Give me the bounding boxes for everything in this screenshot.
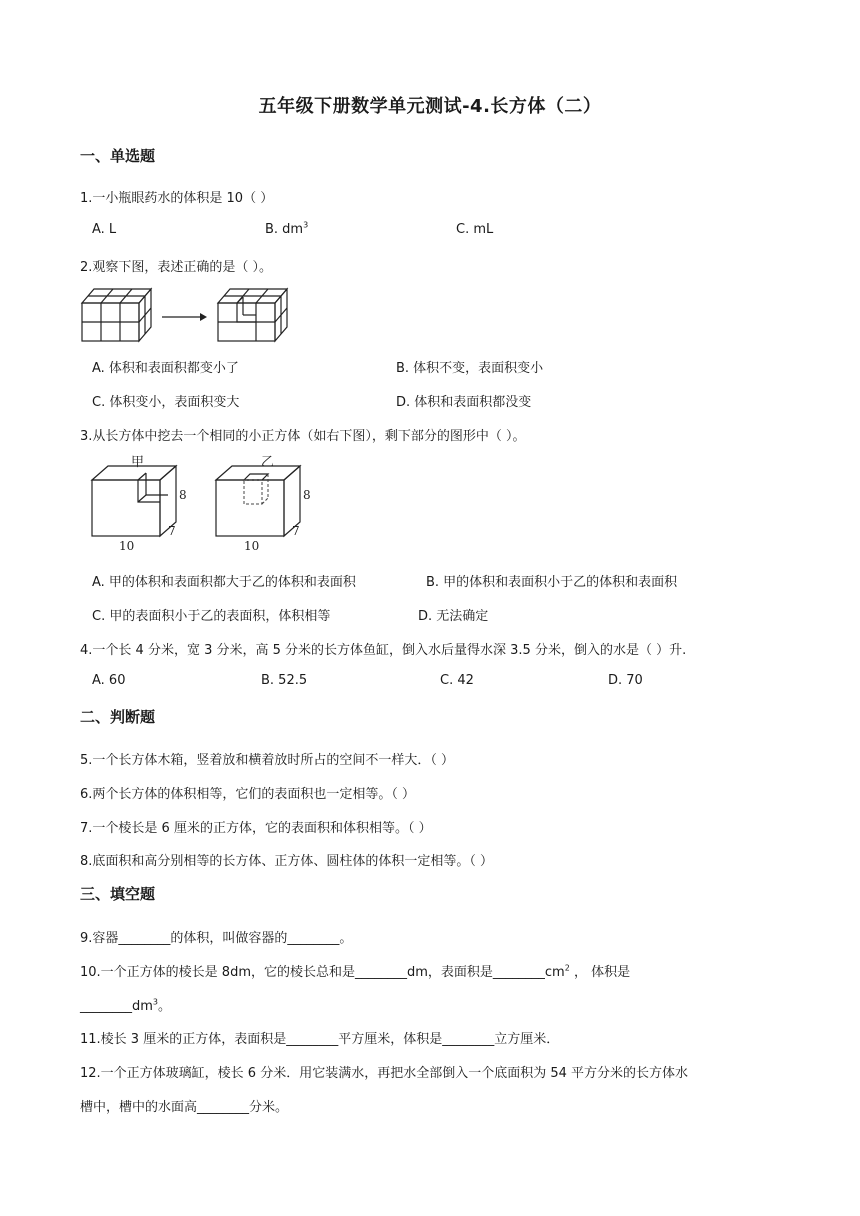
figure-yi-length-label: 10	[244, 539, 260, 553]
question-4-option-c: C. 42	[440, 673, 474, 688]
cube-before-drawing	[82, 289, 151, 341]
box-jia-drawing	[92, 466, 176, 536]
question-3-option-a: A. 甲的体积和表面积都大于乙的体积和表面积	[92, 575, 356, 590]
question-3-option-c: C. 甲的表面积小于乙的表面积，体积相等	[92, 609, 331, 624]
question-1-option-b-superscript: 3	[303, 220, 309, 230]
question-10-text-b: ， 体积是	[569, 965, 631, 980]
question-1-option-c: C. mL	[456, 222, 494, 237]
question-1-option-b	[265, 222, 308, 237]
question-3-figure	[86, 452, 326, 556]
page-title: 五年级下册数学单元测试-4.长方体（二）	[258, 96, 602, 117]
question-1-stem: 1.一小瓶眼药水的体积是 10（ ）	[80, 191, 274, 206]
figure-yi-width-label: 7	[292, 524, 300, 538]
question-12-line-2: 槽中，槽中的水面高________分米。	[80, 1100, 289, 1115]
figure-jia-width-label: 7	[168, 524, 176, 538]
box-yi-drawing	[216, 466, 300, 536]
question-4-option-d: D. 70	[608, 673, 643, 688]
question-12-line-1: 12.一个正方体玻璃缸，棱长 6 分米．用它装满水，再把水全部倒入一个底面积为 54 平方分米的长方体水	[80, 1066, 689, 1081]
question-4-option-a: A. 60	[92, 673, 126, 688]
question-2-option-c: C. 体积变小，表面积变大	[92, 395, 240, 410]
question-9: 9.容器________的体积，叫做容器的________。	[80, 931, 353, 946]
question-2-option-a: A. 体积和表面积都变小了	[92, 361, 239, 376]
question-4-stem: 4.一个长 4 分米，宽 3 分米，高 5 分米的长方体鱼缸，倒入水后量得水深 3.5 分米，倒入的水是（ ）升.	[80, 643, 687, 658]
question-3-stem: 3.从长方体中挖去一个相同的小正方体（如右下图），剩下部分的图形中（ ）。	[80, 429, 526, 444]
question-10-line-1	[80, 961, 630, 980]
section-heading-fill-in: 三、填空题	[80, 885, 156, 903]
question-2-cube-figure	[80, 285, 290, 345]
box-yi-hidden-hole	[244, 474, 268, 504]
section-heading-single-choice: 一、单选题	[80, 147, 156, 165]
question-10-line-2	[80, 995, 171, 1014]
figure-label-jia: 甲	[131, 455, 145, 470]
question-10-text-d: 。	[158, 999, 172, 1014]
question-2-stem: 2.观察下图，表述正确的是（ ）。	[80, 260, 273, 275]
section-heading-true-false: 二、判断题	[80, 708, 156, 726]
question-3-option-d: D. 无法确定	[418, 609, 489, 624]
question-2-option-b: B. 体积不变，表面积变小	[396, 361, 544, 376]
question-1-option-b-text: B. dm	[265, 222, 304, 237]
question-7: 7.一个棱长是 6 厘米的正方体，它的表面积和体积相等。（ ）	[80, 821, 432, 836]
question-2-option-d: D. 体积和表面积都没变	[396, 395, 532, 410]
question-6: 6.两个长方体的体积相等，它们的表面积也一定相等。（ ）	[80, 787, 416, 802]
cube-after-drawing	[218, 289, 287, 341]
question-5: 5.一个长方体木箱，竖着放和横着放时所占的空间不一样大．（ ）	[80, 753, 455, 768]
figure-label-yi: 乙	[261, 455, 275, 470]
question-8: 8.底面积和高分别相等的长方体、正方体、圆柱体的体积一定相等。（ ）	[80, 854, 494, 869]
question-1-option-a: A. L	[92, 222, 117, 237]
question-11: 11.棱长 3 厘米的正方体，表面积是________平方厘米，体积是________立方厘米．	[80, 1032, 560, 1047]
question-10-superscript-a: 2	[564, 963, 570, 973]
question-10-text-c: ________dm	[80, 999, 153, 1014]
figure-jia-height-label: 8	[179, 488, 187, 502]
question-10-superscript-b: 3	[152, 997, 159, 1007]
figure-jia-length-label: 10	[119, 539, 135, 553]
figure-yi-height-label: 8	[303, 488, 311, 502]
question-4-option-b: B. 52.5	[261, 673, 308, 688]
arrow-right-icon	[162, 313, 207, 321]
question-3-option-b: B. 甲的体积和表面积小于乙的体积和表面积	[426, 575, 678, 590]
question-10-text-a: 10.一个正方体的棱长是 8dm，它的棱长总和是________dm，表面积是________cm	[80, 965, 565, 980]
